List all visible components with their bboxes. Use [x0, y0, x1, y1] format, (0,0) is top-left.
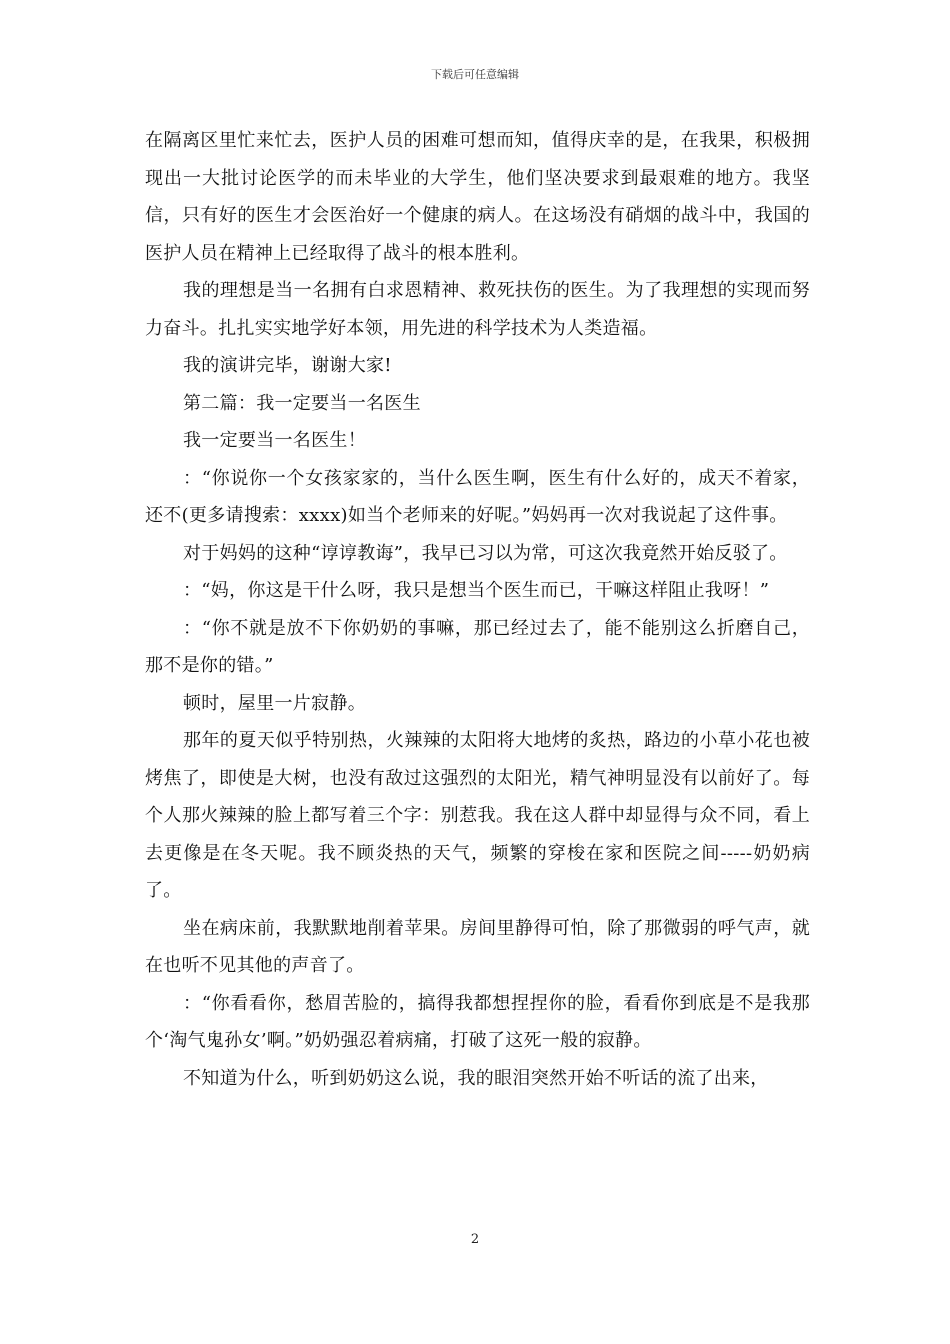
section-heading: 第二篇：我一定要当一名医生 [183, 392, 421, 414]
page-header: 下载后可任意编辑 [431, 68, 519, 81]
document-body [145, 122, 810, 1097]
paragraph: 在隔离区里忙来忙去，医护人员的困难可想而知，值得庆幸的是，在我果，积极拥现出一大批讨论医学的而未毕业的大学生，他们坚决要求到最艰难的地方。我坚信，只有好的医生才会医治好一个健康的病人。在这场没有硝烟的战斗中，我国的医护人员在精神上已经取得了战斗的根本胜利。 [145, 130, 810, 264]
paragraph: 那年的夏天似乎特别热，火辣辣的太阳将大地烤的炙热，路边的小草小花也被烤焦了，即使是大树，也没有敌过这强烈的太阳光，精气神明显没有以前好了。每个人那火辣辣的脸上都写着三个字：别惹我。我在这人群中却显得与众不同，看上去更像是在冬天呢。我不顾炎热的天气，频繁的穿梭在家和医院之间-----奶奶病了。 [145, 730, 810, 901]
paragraph: 坐在病床前，我默默地削着苹果。房间里静得可怕，除了那微弱的呼气声，就在也听不见其他的声音了。 [145, 917, 810, 976]
paragraph: 我的理想是当一名拥有白求恩精神、救死扶伤的医生。为了我理想的实现而努力奋斗。扎扎实实地学好本领，用先进的科学技术为人类造福。 [145, 280, 810, 339]
paragraph: 我的演讲完毕，谢谢大家! [183, 355, 392, 376]
paragraph: 不知道为什么，听到奶奶这么说，我的眼泪突然开始不听话的流了出来， [183, 1067, 769, 1089]
paragraph: ：“你不就是放不下你奶奶的事嘛，那已经过去了，能不能别这么折磨自己，那不是你的错。” [145, 617, 810, 676]
page-number: 2 [470, 1232, 480, 1247]
section-title: 我一定要当一名医生！ [183, 430, 366, 451]
paragraph: ：“你说你一个女孩家家的，当什么医生啊，医生有什么好的，成天不着家，还不(更多请搜索：xxxx)如当个老师来的好呢。”妈妈再一次对我说起了这件事。 [145, 467, 810, 526]
paragraph: ：“妈，你这是干什么呀，我只是想当个医生而已，干嘛这样阻止我呀！” [183, 580, 770, 601]
paragraph: ：“你看看你，愁眉苦脸的，搞得我都想捏捏你的脸，看看你到底是不是我那个‘淘气鬼孙女’啊。”奶奶强忍着病痛，打破了这死一般的寂静。 [145, 992, 810, 1051]
paragraph: 顿时，屋里一片寂静。 [183, 692, 366, 714]
paragraph: 对于妈妈的这种“谆谆教诲”，我早已习以为常，可这次我竟然开始反驳了。 [183, 542, 788, 564]
